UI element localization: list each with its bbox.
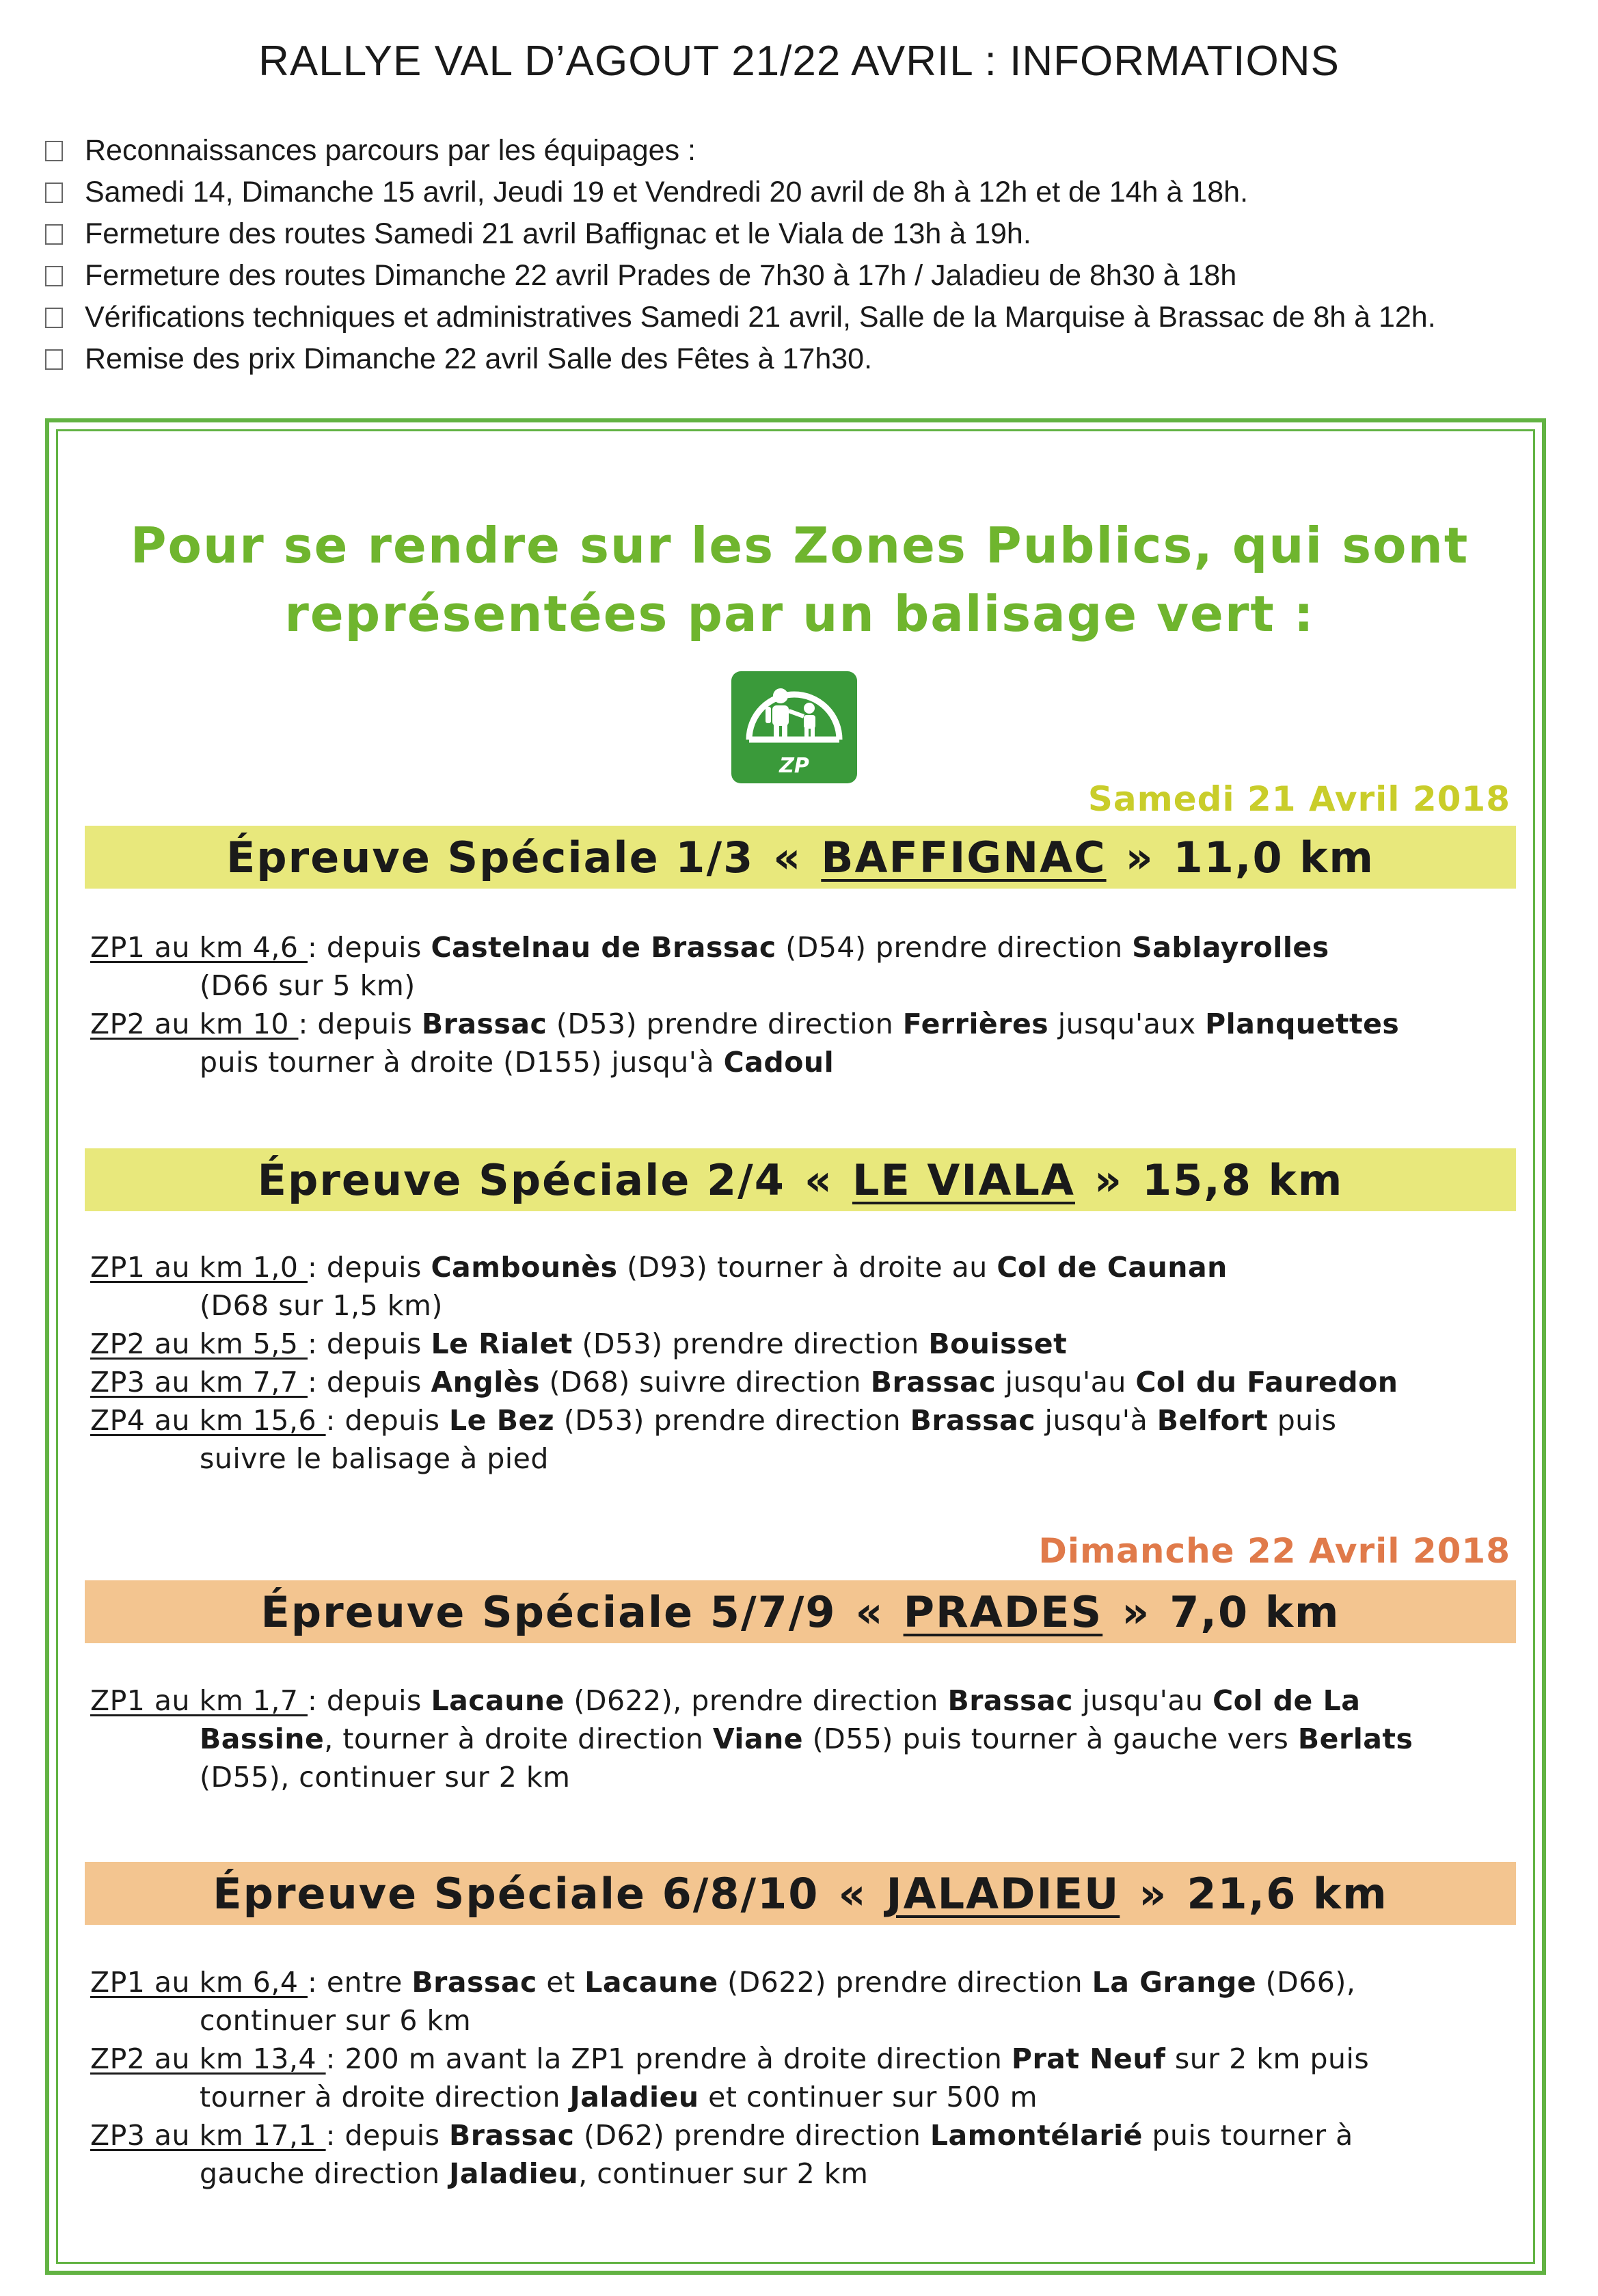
zp-text: : depuis <box>308 931 431 964</box>
zp-text: puis tourner à droite (D155) jusqu'à <box>200 1046 724 1079</box>
zp-line <box>90 2116 1512 2155</box>
stage-prefix: Épreuve Spéciale 2/4 <box>257 1154 785 1205</box>
place-name: Brassac <box>947 1684 1073 1717</box>
zp-label: ZP2 au km 10 <box>90 1008 299 1040</box>
zp-line-continuation <box>90 1758 1512 1796</box>
place-name: Planquettes <box>1205 1008 1400 1040</box>
zp-text: : depuis <box>325 1404 450 1437</box>
zp-text: : depuis <box>308 1684 431 1717</box>
zp-text: (D622) prendre direction <box>718 1966 1092 1999</box>
zp-text: : entre <box>308 1966 412 1999</box>
zp-label: ZP3 au km 7,7 <box>90 1366 308 1399</box>
place-name: Bouisset <box>928 1327 1068 1360</box>
zp-label: ZP4 au km 15,6 <box>90 1404 326 1437</box>
headline-line-1: Pour se rendre sur les Zones Publics, qui sont <box>130 517 1470 574</box>
headline <box>82 511 1517 648</box>
zp-text: sur 2 km puis <box>1165 2042 1370 2075</box>
zp-text: (D54) prendre direction <box>776 931 1133 964</box>
zp-text: (D66), <box>1256 1966 1356 1999</box>
checkbox-icon <box>45 141 63 161</box>
zp-label: ZP1 au km 4,6 <box>90 931 308 964</box>
zp-line <box>90 1963 1512 2001</box>
quote-open: « <box>773 832 802 882</box>
zp-text: jusqu'au <box>996 1366 1136 1399</box>
zp-text: jusqu'à <box>1035 1404 1157 1437</box>
headline-line-2: représentées par un balisage vert : <box>284 585 1315 643</box>
zp-line-continuation <box>90 1043 1512 1081</box>
zp-text: (D53) prendre direction <box>572 1327 929 1360</box>
zp-text: (D55), continuer sur 2 km <box>200 1761 571 1794</box>
stage-name: JALADIEU <box>886 1868 1120 1919</box>
zp-text: gauche direction <box>200 2157 450 2190</box>
stage-distance: 7,0 km <box>1169 1586 1340 1637</box>
zp-line-continuation <box>90 1286 1512 1325</box>
zp-line <box>90 1682 1512 1720</box>
place-name: Col du Fauredon <box>1135 1366 1398 1399</box>
zp-text: : depuis <box>308 1327 431 1360</box>
place-name: Le Bez <box>449 1404 555 1437</box>
zp-text: : depuis <box>308 1251 431 1284</box>
zp-text: (D68) suivre direction <box>539 1366 871 1399</box>
place-name: Brassac <box>449 2119 575 2152</box>
zp-text: , tourner à droite direction <box>324 1723 713 1755</box>
place-name: Lacaune <box>584 1966 718 1999</box>
info-list <box>45 130 1562 380</box>
quote-close: » <box>1094 1154 1123 1205</box>
place-name: Brassac <box>421 1008 547 1040</box>
zp-line-continuation <box>90 1720 1512 1758</box>
zp-label: ZP1 au km 1,0 <box>90 1251 308 1284</box>
zp-line-continuation <box>90 2155 1512 2193</box>
page-title: RALLYE VAL D’AGOUT 21/22 AVRIL : INFORMATIONS <box>258 38 1340 85</box>
place-name: Ferrières <box>902 1008 1049 1040</box>
place-name: Sablayrolles <box>1132 931 1329 964</box>
place-name: Col de La <box>1213 1684 1361 1717</box>
place-name: Castelnau de Brassac <box>431 931 776 964</box>
zp-line-continuation <box>90 967 1512 1005</box>
info-item-text: Remise des prix Dimanche 22 avril Salle des Fêtes à 17h30. <box>85 342 873 375</box>
zp-line-continuation <box>90 1440 1512 1478</box>
info-item <box>45 213 1562 255</box>
zp-block-2 <box>90 1248 1512 1478</box>
info-item <box>45 255 1562 297</box>
zp-label: ZP3 au km 17,1 <box>90 2119 326 2152</box>
place-name: Prat Neuf <box>1011 2042 1166 2075</box>
zp-block-3 <box>90 1682 1512 1796</box>
zp-text: (D66 sur 5 km) <box>200 969 416 1002</box>
zp-block-4 <box>90 1963 1512 2193</box>
quote-open: « <box>804 1154 833 1205</box>
zp-text: tourner à droite direction <box>200 2081 570 2113</box>
checkbox-icon <box>45 224 63 245</box>
info-item-text: Reconnaissances parcours par les équipages : <box>85 134 696 167</box>
info-item-text: Fermeture des routes Samedi 21 avril Baffignac et le Viala de 13h à 19h. <box>85 217 1031 250</box>
zp-line <box>90 2040 1512 2078</box>
zp-text: : depuis <box>325 2119 450 2152</box>
zp-text: et <box>537 1966 585 1999</box>
place-name: Cadoul <box>723 1046 835 1079</box>
zp-line <box>90 1363 1512 1401</box>
zp-label: ZP2 au km 13,4 <box>90 2042 326 2075</box>
place-name: Le Rialet <box>431 1327 573 1360</box>
zp-text: (D53) prendre direction <box>547 1008 903 1040</box>
info-item <box>45 172 1562 213</box>
zp-logo <box>731 671 857 783</box>
zp-text: suivre le balisage à pied <box>200 1442 549 1475</box>
place-name: Jaladieu <box>569 2081 699 2113</box>
info-item <box>45 338 1562 380</box>
info-item-text: Fermeture des routes Dimanche 22 avril Prades de 7h30 à 17h / Jaladieu de 8h30 à 18h <box>85 259 1237 292</box>
zp-line <box>90 1401 1512 1440</box>
zp-line <box>90 1325 1512 1363</box>
info-item <box>45 297 1562 338</box>
place-name: Brassac <box>411 1966 537 1999</box>
zp-line-continuation <box>90 2078 1512 2116</box>
checkbox-icon <box>45 349 63 370</box>
quote-open: « <box>838 1868 867 1919</box>
zp-text: (D55) puis tourner à gauche vers <box>803 1723 1298 1755</box>
zp-text: jusqu'au <box>1072 1684 1213 1717</box>
quote-open: « <box>855 1586 884 1637</box>
zp-label: ZP1 au km 6,4 <box>90 1966 308 1999</box>
zp-text: (D68 sur 1,5 km) <box>200 1289 443 1322</box>
zp-block-1 <box>90 928 1512 1081</box>
place-name: Lamontélarié <box>930 2119 1143 2152</box>
place-name: Viane <box>712 1723 804 1755</box>
stage-distance: 21,6 km <box>1187 1868 1388 1919</box>
place-name: Berlats <box>1297 1723 1413 1755</box>
zp-label: ZP1 au km 1,7 <box>90 1684 308 1717</box>
zp-text: puis tourner à <box>1142 2119 1353 2152</box>
stage-name: PRADES <box>903 1586 1103 1637</box>
stage-bar-1 <box>85 826 1516 889</box>
stage-name: LE VIALA <box>852 1154 1075 1205</box>
zp-text: , continuer sur 2 km <box>578 2157 869 2190</box>
zp-text: (D93) tourner à droite au <box>617 1251 997 1284</box>
place-name: Col de Caunan <box>997 1251 1228 1284</box>
zp-text: : depuis <box>298 1008 422 1040</box>
stage-distance: 15,8 km <box>1142 1154 1344 1205</box>
zp-text: : 200 m avant la ZP1 prendre à droite direction <box>325 2042 1012 2075</box>
place-name: Belfort <box>1156 1404 1269 1437</box>
place-name: Anglès <box>431 1366 540 1399</box>
stage-prefix: Épreuve Spéciale 6/8/10 <box>213 1868 820 1919</box>
stage-name: BAFFIGNAC <box>821 832 1107 882</box>
zp-text: jusqu'aux <box>1048 1008 1206 1040</box>
quote-close: » <box>1125 832 1154 882</box>
place-name: Jaladieu <box>449 2157 579 2190</box>
stage-bar-3 <box>85 1580 1516 1643</box>
zp-line <box>90 928 1512 967</box>
stage-distance: 11,0 km <box>1173 832 1375 882</box>
zp-line-continuation <box>90 2001 1512 2040</box>
zp-text: continuer sur 6 km <box>200 2004 472 2037</box>
place-name: Cambounès <box>431 1251 618 1284</box>
place-name: Bassine <box>200 1723 325 1755</box>
zp-text: (D622), prendre direction <box>564 1684 948 1717</box>
info-item-text: Vérifications techniques et administratives Samedi 21 avril, Salle de la Marquise à Brassac de 8h à 12h. <box>85 301 1436 334</box>
stage-prefix: Épreuve Spéciale 5/7/9 <box>260 1586 837 1637</box>
place-name: La Grange <box>1092 1966 1257 1999</box>
checkbox-icon <box>45 266 63 286</box>
zp-logo-text: ZP <box>779 754 809 778</box>
quote-close: » <box>1139 1868 1168 1919</box>
zp-label: ZP2 au km 5,5 <box>90 1327 308 1360</box>
info-item-text: Samedi 14, Dimanche 15 avril, Jeudi 19 et Vendredi 20 avril de 8h à 12h et de 14h à 18h. <box>85 176 1249 208</box>
stage-bar-2 <box>85 1148 1516 1211</box>
day-label-sunday: Dimanche 22 Avril 2018 <box>1038 1531 1511 1571</box>
checkbox-icon <box>45 308 63 328</box>
place-name: Brassac <box>870 1366 997 1399</box>
checkbox-icon <box>45 183 63 203</box>
zp-text: et continuer sur 500 m <box>699 2081 1038 2113</box>
place-name: Lacaune <box>431 1684 565 1717</box>
zp-text: (D53) prendre direction <box>554 1404 910 1437</box>
day-label-saturday: Samedi 21 Avril 2018 <box>1087 779 1511 819</box>
stage-prefix: Épreuve Spéciale 1/3 <box>226 832 755 882</box>
zp-text: : depuis <box>308 1366 431 1399</box>
zp-text: puis <box>1268 1404 1337 1437</box>
quote-close: » <box>1122 1586 1151 1637</box>
info-item <box>45 130 1562 172</box>
zp-line <box>90 1248 1512 1286</box>
place-name: Brassac <box>910 1404 1036 1437</box>
zp-line <box>90 1005 1512 1043</box>
stage-bar-4 <box>85 1862 1516 1925</box>
zp-text: (D62) prendre direction <box>574 2119 930 2152</box>
